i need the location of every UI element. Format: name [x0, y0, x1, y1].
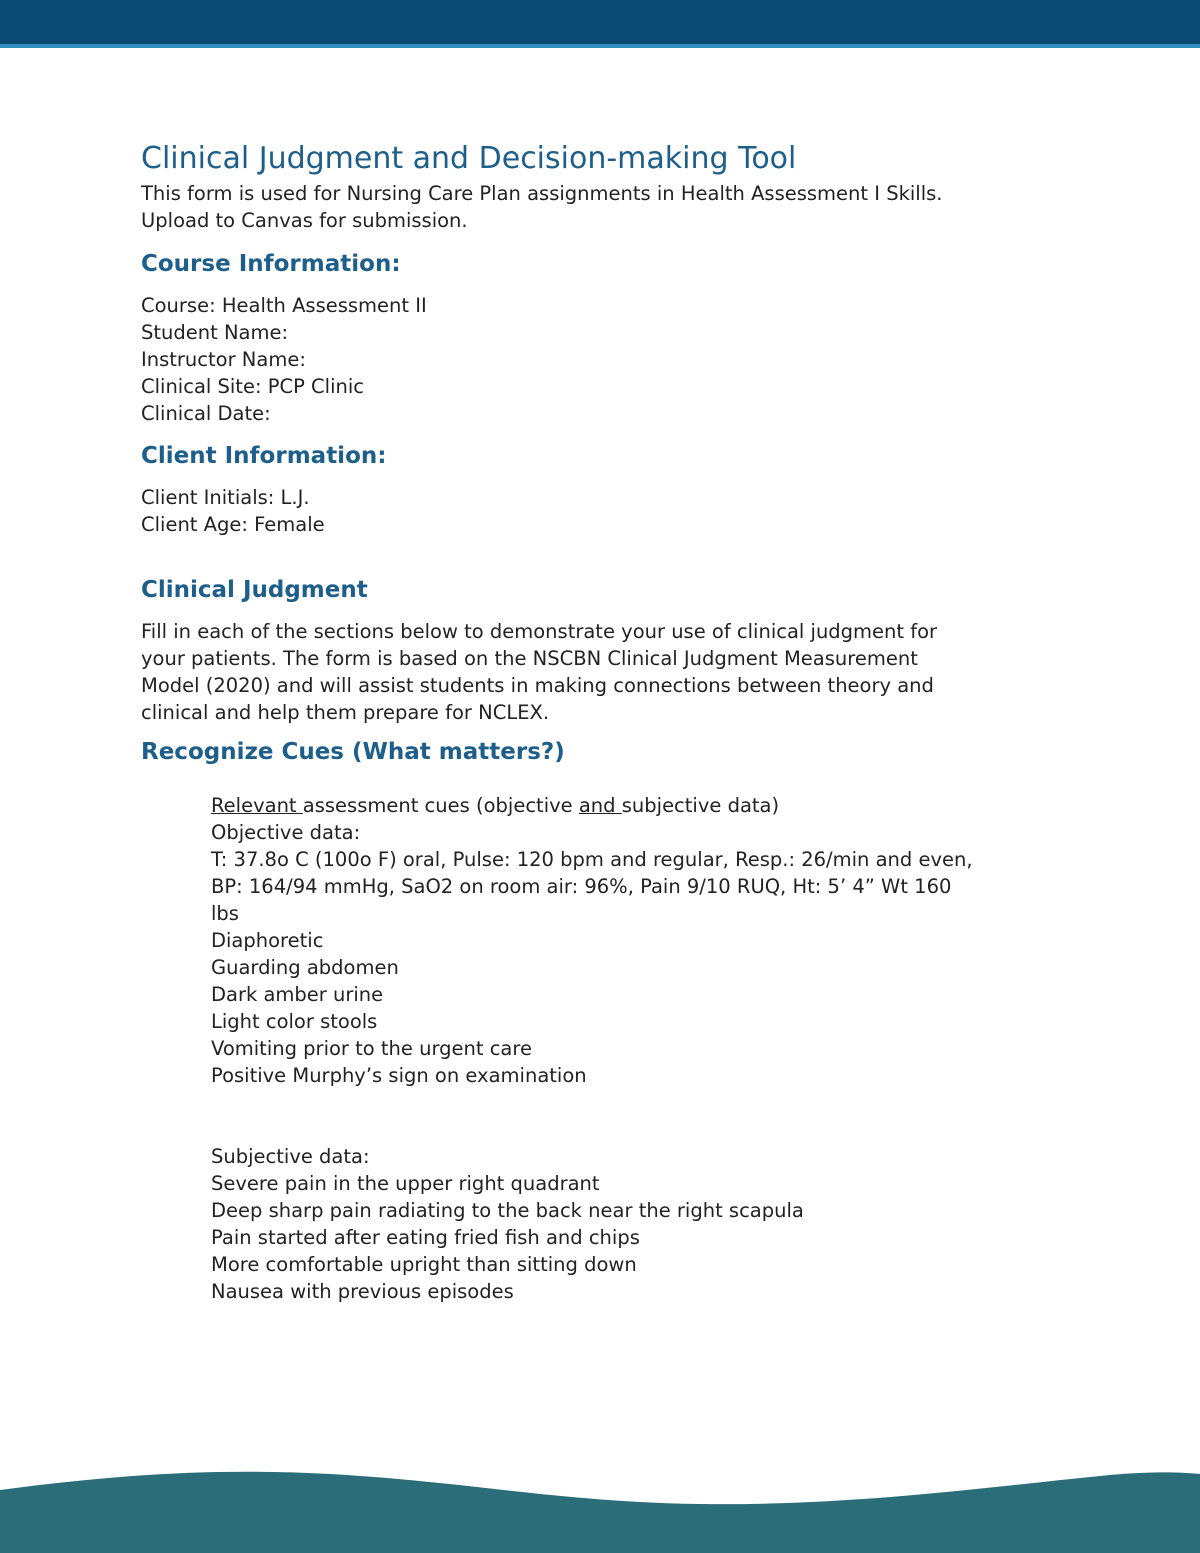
client-info-block: [141, 484, 1081, 538]
subjective-item: More comfortable upright than sitting down: [211, 1253, 637, 1276]
clinical-date-line: Clinical Date:: [141, 402, 271, 425]
course-info-block: [141, 292, 1081, 427]
top-band-accent: [0, 44, 1200, 48]
relevant-mid: assessment cues (objective: [302, 794, 579, 817]
recognize-cues-heading: Recognize Cues (What matters?): [141, 739, 565, 765]
clinical-judgment-heading: Clinical Judgment: [141, 577, 368, 603]
objective-item: Vomiting prior to the urgent care: [211, 1037, 532, 1060]
intro-text: [141, 180, 1081, 234]
course-info-heading: Course Information:: [141, 251, 401, 277]
and-word: and: [578, 794, 622, 817]
student-name-line: Student Name:: [141, 321, 289, 344]
clinical-judgment-text: [141, 618, 1081, 726]
subjective-data-block: [211, 1143, 1071, 1305]
objective-item: Guarding abdomen: [211, 956, 399, 979]
judgment-line: Model (2020) and will assist students in making connections between theory and: [141, 674, 934, 697]
subjective-data-label: Subjective data:: [211, 1145, 370, 1168]
document-content: [141, 140, 1081, 1305]
top-header-band: [0, 0, 1200, 48]
top-band-dark: [0, 0, 1200, 44]
intro-line: Upload to Canvas for submission.: [141, 209, 468, 232]
subjective-item: Pain started after eating fried fish and chips: [211, 1226, 640, 1249]
subjective-item: Deep sharp pain radiating to the back near the right scapula: [211, 1199, 804, 1222]
client-info-heading: Client Information:: [141, 443, 387, 469]
subjective-item: Severe pain in the upper right quadrant: [211, 1172, 600, 1195]
vitals-line: BP: 164/94 mmHg, SaO2 on room air: 96%, Pain 9/10 RUQ, Ht: 5’ 4” Wt 160: [211, 875, 952, 898]
judgment-line: Fill in each of the sections below to demonstrate your use of clinical judgment for: [141, 620, 938, 643]
client-initials-line: Client Initials: L.J.: [141, 486, 310, 509]
judgment-line: your patients. The form is based on the NSCBN Clinical Judgment Measurement: [141, 647, 918, 670]
course-line: Course: Health Assessment II: [141, 294, 427, 317]
vitals-line: T: 37.8o C (100o F) oral, Pulse: 120 bpm and regular, Resp.: 26/min and even,: [211, 848, 973, 871]
bottom-wave-shape: [0, 1472, 1200, 1553]
subjective-item: Nausea with previous episodes: [211, 1280, 514, 1303]
judgment-line: clinical and help them prepare for NCLEX.: [141, 701, 550, 724]
document-title: Clinical Judgment and Decision-making Tool: [141, 141, 797, 176]
relevant-cues-line: [211, 792, 1071, 819]
recognize-cues-block: [211, 792, 1071, 1305]
clinical-site-line: Clinical Site: PCP Clinic: [141, 375, 365, 398]
intro-line: This form is used for Nursing Care Plan assignments in Health Assessment I Skills.: [141, 182, 943, 205]
objective-item: Diaphoretic: [211, 929, 324, 952]
relevant-end: subjective data): [621, 794, 780, 817]
objective-item: Light color stools: [211, 1010, 378, 1033]
objective-item: Dark amber urine: [211, 983, 384, 1006]
instructor-name-line: Instructor Name:: [141, 348, 306, 371]
bottom-wave-decoration: [0, 1460, 1200, 1553]
relevant-word: Relevant: [211, 794, 303, 817]
vitals-line: lbs: [211, 902, 239, 925]
objective-data-label: Objective data:: [211, 821, 361, 844]
objective-item: Positive Murphy’s sign on examination: [211, 1064, 587, 1087]
client-age-line: Client Age: Female: [141, 513, 325, 536]
